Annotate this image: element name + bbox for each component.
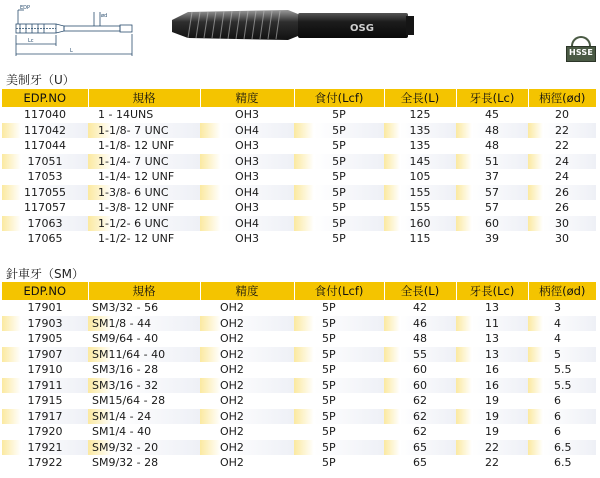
cell-grade: OH2 — [200, 316, 294, 332]
cell-edp-no: 117044 — [2, 138, 88, 154]
cell-spec: SM9/32 - 28 — [88, 455, 200, 471]
cell-spec: 1-1/4- 12 UNF — [88, 169, 200, 185]
table-body — [2, 300, 596, 471]
table-row — [2, 393, 596, 409]
cell-edp-no: 17063 — [2, 216, 88, 232]
cell-shank-diameter: 24 — [528, 154, 596, 170]
cell-grade: OH2 — [200, 347, 294, 363]
table-sewing-machine-threads — [2, 282, 596, 471]
cell-grade: OH3 — [200, 169, 294, 185]
cell-shank-diameter: 3 — [528, 300, 596, 316]
table-row — [2, 300, 596, 316]
table-body — [2, 107, 596, 247]
cell-edp-no: 117042 — [2, 123, 88, 139]
diagram-label-edp: EDP — [20, 5, 31, 11]
table-row — [2, 331, 596, 347]
cell-spec: 1-1/8- 7 UNC — [88, 123, 200, 139]
cell-thread-length: 37 — [456, 169, 528, 185]
cell-spec: SM1/8 - 44 — [88, 316, 200, 332]
cell-lead-lcf: 5P — [294, 138, 384, 154]
cell-spec: SM3/16 - 32 — [88, 378, 200, 394]
cell-grade: OH2 — [200, 378, 294, 394]
cell-grade: OH4 — [200, 216, 294, 232]
header-spec: 規格 — [88, 282, 200, 300]
cell-edp-no: 17051 — [2, 154, 88, 170]
cell-shank-diameter: 6 — [528, 409, 596, 425]
header-grade: 精度 — [200, 282, 294, 300]
cell-lead-lcf: 5P — [294, 331, 384, 347]
table-row — [2, 362, 596, 378]
cell-shank-diameter: 5.5 — [528, 378, 596, 394]
cell-grade: OH2 — [200, 440, 294, 456]
cell-grade: OH2 — [200, 409, 294, 425]
cell-lead-lcf: 5P — [294, 440, 384, 456]
cell-grade: OH3 — [200, 154, 294, 170]
cell-spec: SM15/64 - 28 — [88, 393, 200, 409]
cell-spec: 1-1/2- 6 UNC — [88, 216, 200, 232]
cell-lead-lcf: 5P — [294, 200, 384, 216]
table-row — [2, 455, 596, 471]
cell-spec: 1-1/2- 12 UNF — [88, 231, 200, 247]
table-row — [2, 185, 596, 201]
cell-lead-lcf: 5P — [294, 378, 384, 394]
cell-spec: SM9/64 - 40 — [88, 331, 200, 347]
diagram-label-d: ød — [101, 13, 108, 19]
cell-thread-length: 22 — [456, 455, 528, 471]
cell-edp-no: 117057 — [2, 200, 88, 216]
cell-overall-length: 62 — [384, 424, 456, 440]
cell-edp-no: 17915 — [2, 393, 88, 409]
header-edp-no: EDP.NO — [2, 89, 88, 107]
cell-lead-lcf: 5P — [294, 107, 384, 123]
cell-grade: OH2 — [200, 455, 294, 471]
header-overall-length: 全長(L) — [384, 282, 456, 300]
cell-lead-lcf: 5P — [294, 231, 384, 247]
table-header-row — [2, 89, 596, 107]
badge-text: HSSE — [568, 48, 594, 57]
table-row — [2, 169, 596, 185]
cell-edp-no: 117055 — [2, 185, 88, 201]
cell-thread-length: 22 — [456, 440, 528, 456]
table-row — [2, 347, 596, 363]
cell-spec: 1-3/8- 6 UNC — [88, 185, 200, 201]
cell-overall-length: 135 — [384, 123, 456, 139]
cell-overall-length: 145 — [384, 154, 456, 170]
cell-thread-length: 57 — [456, 185, 528, 201]
cell-thread-length: 51 — [456, 154, 528, 170]
cell-spec: SM1/4 - 40 — [88, 424, 200, 440]
header-edp-no: EDP.NO — [2, 282, 88, 300]
cell-grade: OH2 — [200, 393, 294, 409]
header-shank-diameter: 柄徑(ød) — [528, 282, 596, 300]
cell-lead-lcf: 5P — [294, 424, 384, 440]
section-title-u: 美制牙（U） — [6, 73, 75, 87]
table-row — [2, 440, 596, 456]
cell-spec: SM11/64 - 40 — [88, 347, 200, 363]
cell-lead-lcf: 5P — [294, 347, 384, 363]
cell-edp-no: 17065 — [2, 231, 88, 247]
cell-spec: 1-1/4- 7 UNC — [88, 154, 200, 170]
cell-edp-no: 17053 — [2, 169, 88, 185]
cell-lead-lcf: 5P — [294, 169, 384, 185]
cell-lead-lcf: 5P — [294, 123, 384, 139]
cell-thread-length: 19 — [456, 424, 528, 440]
cell-overall-length: 60 — [384, 362, 456, 378]
cell-thread-length: 60 — [456, 216, 528, 232]
table-row — [2, 424, 596, 440]
cell-lead-lcf: 5P — [294, 362, 384, 378]
cell-lead-lcf: 5P — [294, 216, 384, 232]
cell-overall-length: 60 — [384, 378, 456, 394]
cell-spec: SM1/4 - 24 — [88, 409, 200, 425]
cell-shank-diameter: 22 — [528, 123, 596, 139]
cell-grade: OH2 — [200, 362, 294, 378]
cell-grade: OH3 — [200, 231, 294, 247]
cell-thread-length: 13 — [456, 300, 528, 316]
cell-overall-length: 155 — [384, 185, 456, 201]
cell-shank-diameter: 26 — [528, 200, 596, 216]
cell-thread-length: 19 — [456, 393, 528, 409]
cell-thread-length: 19 — [456, 409, 528, 425]
osg-logo: OSG — [350, 23, 374, 34]
cell-grade: OH2 — [200, 424, 294, 440]
section-title-sm: 針車牙（SM） — [6, 267, 84, 281]
cell-thread-length: 39 — [456, 231, 528, 247]
table-unified-threads — [2, 89, 596, 247]
diagram-label-lc: Lc — [28, 38, 34, 44]
cell-edp-no: 17910 — [2, 362, 88, 378]
cell-spec: 1-3/8- 12 UNF — [88, 200, 200, 216]
cell-grade: OH2 — [200, 300, 294, 316]
cell-spec: 1-1/8- 12 UNF — [88, 138, 200, 154]
cell-shank-diameter: 6.5 — [528, 440, 596, 456]
cell-lead-lcf: 5P — [294, 409, 384, 425]
cell-edp-no: 17920 — [2, 424, 88, 440]
cell-overall-length: 125 — [384, 107, 456, 123]
header-spec: 規格 — [88, 89, 200, 107]
header-shank-diameter: 柄徑(ød) — [528, 89, 596, 107]
cell-spec: SM9/32 - 20 — [88, 440, 200, 456]
cell-edp-no: 17907 — [2, 347, 88, 363]
cell-lead-lcf: 5P — [294, 300, 384, 316]
cell-overall-length: 105 — [384, 169, 456, 185]
diagram-label-l: L — [70, 48, 73, 54]
table-row — [2, 378, 596, 394]
cell-overall-length: 160 — [384, 216, 456, 232]
table-row — [2, 216, 596, 232]
cell-spec: SM3/32 - 56 — [88, 300, 200, 316]
cell-overall-length: 155 — [384, 200, 456, 216]
cell-thread-length: 57 — [456, 200, 528, 216]
cell-grade: OH4 — [200, 123, 294, 139]
cell-grade: OH3 — [200, 138, 294, 154]
cell-edp-no: 17917 — [2, 409, 88, 425]
cell-shank-diameter: 30 — [528, 231, 596, 247]
cell-lead-lcf: 5P — [294, 316, 384, 332]
cell-overall-length: 115 — [384, 231, 456, 247]
cell-thread-length: 48 — [456, 138, 528, 154]
cell-shank-diameter: 4 — [528, 316, 596, 332]
table-row — [2, 107, 596, 123]
table-row — [2, 231, 596, 247]
header-grade: 精度 — [200, 89, 294, 107]
cell-shank-diameter: 26 — [528, 185, 596, 201]
cell-overall-length: 55 — [384, 347, 456, 363]
header-lead-lcf: 食付(Lcf) — [294, 282, 384, 300]
cell-grade: OH2 — [200, 331, 294, 347]
cell-edp-no: 17901 — [2, 300, 88, 316]
cell-edp-no: 17921 — [2, 440, 88, 456]
cell-shank-diameter: 22 — [528, 138, 596, 154]
cell-overall-length: 46 — [384, 316, 456, 332]
cell-grade: OH3 — [200, 107, 294, 123]
cell-thread-length: 13 — [456, 331, 528, 347]
header-thread-length: 牙長(Lc) — [456, 89, 528, 107]
header-thread-length: 牙長(Lc) — [456, 282, 528, 300]
cell-shank-diameter: 24 — [528, 169, 596, 185]
cell-edp-no: 117040 — [2, 107, 88, 123]
cell-lead-lcf: 5P — [294, 455, 384, 471]
cell-thread-length: 11 — [456, 316, 528, 332]
cell-overall-length: 65 — [384, 455, 456, 471]
tap-product-photo — [168, 4, 418, 48]
header-lead-lcf: 食付(Lcf) — [294, 89, 384, 107]
header-overall-length: 全長(L) — [384, 89, 456, 107]
table-row — [2, 154, 596, 170]
cell-shank-diameter: 6.5 — [528, 455, 596, 471]
table-row — [2, 316, 596, 332]
table-header-row — [2, 282, 596, 300]
cell-overall-length: 135 — [384, 138, 456, 154]
cell-edp-no: 17911 — [2, 378, 88, 394]
table-row — [2, 409, 596, 425]
cell-shank-diameter: 6 — [528, 393, 596, 409]
cell-shank-diameter: 5 — [528, 347, 596, 363]
cell-overall-length: 65 — [384, 440, 456, 456]
table-row — [2, 200, 596, 216]
hsse-badge — [566, 36, 596, 70]
cell-grade: OH3 — [200, 200, 294, 216]
cell-grade: OH4 — [200, 185, 294, 201]
cell-spec: SM3/16 - 28 — [88, 362, 200, 378]
table-row — [2, 138, 596, 154]
cell-overall-length: 62 — [384, 409, 456, 425]
cell-lead-lcf: 5P — [294, 393, 384, 409]
cell-overall-length: 42 — [384, 300, 456, 316]
cell-lead-lcf: 5P — [294, 185, 384, 201]
cell-thread-length: 16 — [456, 362, 528, 378]
table-row — [2, 123, 596, 139]
cell-overall-length: 48 — [384, 331, 456, 347]
cell-edp-no: 17922 — [2, 455, 88, 471]
cell-edp-no: 17903 — [2, 316, 88, 332]
cell-shank-diameter: 5.5 — [528, 362, 596, 378]
cell-shank-diameter: 20 — [528, 107, 596, 123]
cell-thread-length: 16 — [456, 378, 528, 394]
cell-shank-diameter: 4 — [528, 331, 596, 347]
cell-thread-length: 45 — [456, 107, 528, 123]
cell-shank-diameter: 6 — [528, 424, 596, 440]
cell-spec: 1 - 14UNS — [88, 107, 200, 123]
cell-shank-diameter: 30 — [528, 216, 596, 232]
cell-overall-length: 62 — [384, 393, 456, 409]
cell-edp-no: 17905 — [2, 331, 88, 347]
cell-thread-length: 48 — [456, 123, 528, 139]
tap-dimension-diagram — [4, 2, 154, 58]
cell-thread-length: 13 — [456, 347, 528, 363]
cell-lead-lcf: 5P — [294, 154, 384, 170]
